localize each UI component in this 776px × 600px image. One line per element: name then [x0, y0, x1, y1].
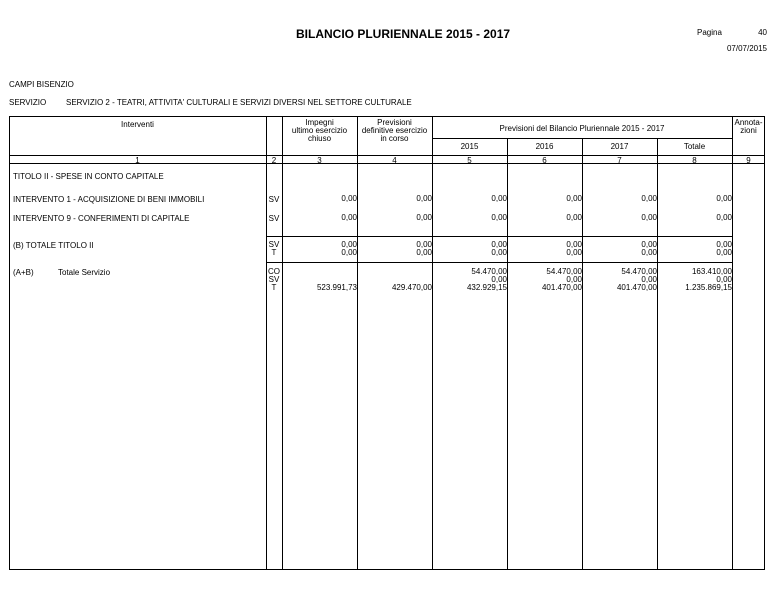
cell-2016: 0,00 0,00: [566, 240, 582, 257]
col-number: 1: [135, 156, 140, 165]
header-pluriennale: Previsioni del Bilancio Pluriennale 2015 - 2017: [499, 124, 665, 133]
table-row-code: SV: [268, 214, 280, 223]
totale-servizio-prefix: (A+B): [13, 268, 34, 277]
col-number: 8: [692, 156, 697, 165]
cell-totale: 0,00: [716, 213, 732, 222]
table-row-label: INTERVENTO 9 - CONFERIMENTI DI CAPITALE: [13, 214, 190, 223]
col-number: 2: [271, 156, 277, 165]
titolo-label: TITOLO II - SPESE IN CONTO CAPITALE: [13, 172, 164, 181]
cell-2017: 0,00 0,00: [641, 240, 657, 257]
col-number: 6: [542, 156, 547, 165]
page-number: 40: [758, 28, 767, 37]
cell-previsioni: 0,00 0,00: [416, 240, 432, 257]
cell-2015: 0,00: [491, 213, 507, 222]
cell-2016: 54.470,00 0,00 401.470,00: [541, 267, 582, 292]
service-label: SERVIZIO: [9, 98, 47, 107]
header-2017: 2017: [610, 142, 629, 151]
totale-titolo-codes: SV T: [268, 240, 280, 257]
cell-2015: 0,00: [491, 194, 507, 203]
col-number: 7: [617, 156, 622, 165]
col-divider: [732, 116, 733, 570]
total-separator: [266, 262, 732, 263]
table-row-label: INTERVENTO 1 - ACQUISIZIONE DI BENI IMMOBILI: [13, 195, 205, 204]
cell-previsioni: 0,00: [416, 213, 432, 222]
cell-2015: 54.470,00 0,00 432.929,15: [466, 267, 507, 292]
cell-previsioni: 429.470,00: [391, 283, 432, 292]
col-number: 3: [317, 156, 322, 165]
report-title: BILANCIO PLURIENNALE 2015 - 2017: [296, 27, 511, 41]
header-2015: 2015: [460, 142, 479, 151]
cell-2016: 0,00: [566, 194, 582, 203]
entity-name: CAMPI BISENZIO: [9, 80, 74, 89]
col-divider: [282, 116, 283, 570]
col-number: 9: [746, 156, 751, 165]
page-label: Pagina: [697, 28, 722, 37]
col-divider: [357, 116, 358, 570]
totale-titolo-label: (B) TOTALE TITOLO II: [13, 241, 94, 250]
cell-impegni: 0,00: [341, 194, 357, 203]
header-2016: 2016: [535, 142, 554, 151]
cell-totale: 0,00 0,00: [716, 240, 732, 257]
col-divider: [266, 116, 267, 570]
cell-2017: 54.470,00 0,00 401.470,00: [616, 267, 657, 292]
total-separator: [266, 236, 732, 237]
cell-totale: 0,00: [716, 194, 732, 203]
header-previsioni: Previsioni definitive esercizio in corso: [361, 118, 428, 143]
header-divider: [432, 138, 732, 139]
table-row-code: SV: [268, 195, 280, 204]
budget-table: [9, 116, 765, 570]
col-number: 4: [392, 156, 397, 165]
header-impegni: Impegni ultimo esercizio chiuso: [291, 118, 348, 143]
cell-2017: 0,00: [641, 213, 657, 222]
totale-servizio-codes: CO SV T: [268, 267, 280, 292]
cell-previsioni: 0,00: [416, 194, 432, 203]
service-value: SERVIZIO 2 - TEATRI, ATTIVITA' CULTURALI E SERVIZI DIVERSI NEL SETTORE CULTURALE: [66, 98, 412, 107]
cell-2017: 0,00: [641, 194, 657, 203]
totale-servizio-label: Totale Servizio: [58, 268, 111, 277]
cell-2015: 0,00 0,00: [491, 240, 507, 257]
cell-impegni: 523.991,73: [316, 283, 357, 292]
cell-totale: 163.410,00 0,00 1.235.869,15: [685, 267, 732, 292]
header-totale: Totale: [683, 142, 706, 151]
cell-impegni: 0,00 0,00: [341, 240, 357, 257]
report-date: 07/07/2015: [726, 44, 767, 53]
col-number: 5: [467, 156, 472, 165]
header-interventi: Interventi: [121, 120, 154, 129]
cell-2016: 0,00: [566, 213, 582, 222]
header-annotazioni: Annota- zioni: [734, 118, 763, 135]
cell-impegni: 0,00: [341, 213, 357, 222]
col-divider: [432, 116, 433, 570]
